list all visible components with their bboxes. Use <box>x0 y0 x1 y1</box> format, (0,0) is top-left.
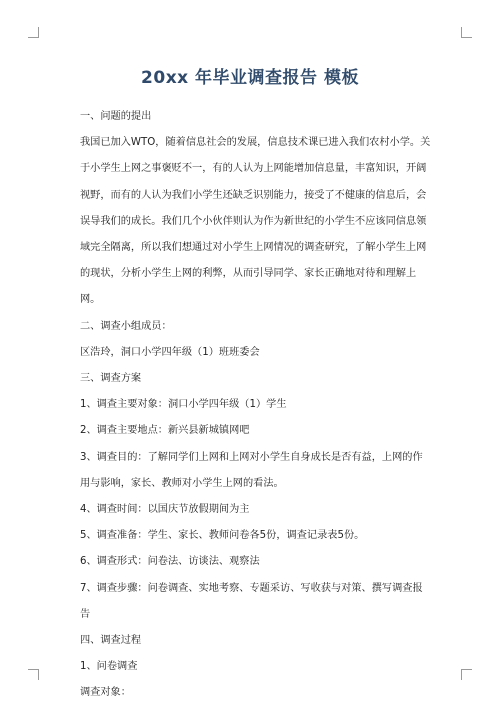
section-heading-2: 二、调查小组成员： <box>80 320 172 332</box>
members-line: 区浩玲，洞口小学四年级（1）班班委会 <box>80 346 260 358</box>
plan-item-3: 3、调查目的：了解同学们上网和上网对小学生自身成长是否有益，上网的作用与影响，家长、教师对小学生上网的看法。 <box>80 451 423 489</box>
section-heading-3: 三、调查方案 <box>80 373 142 385</box>
plan-item-7: 7、调查步骤：问卷调查、实地考察、专题采访、写收获与对策、撰写调查报告 <box>80 582 423 620</box>
process-item-1: 1、问卷调查 <box>80 661 138 673</box>
plan-item-1: 1、调查主要对象：洞口小学四年级（1）学生 <box>80 399 287 411</box>
crop-mark-bottom-left <box>28 669 39 680</box>
plan-item-2: 2、调查主要地点：新兴县新城镇网吧 <box>80 425 250 437</box>
section-heading-4: 四、调查过程 <box>80 635 142 647</box>
document-title: 20xx 年毕业调查报告 模板 <box>141 68 359 88</box>
plan-item-4: 4、调查时间：以国庆节放假期间为主 <box>80 504 250 516</box>
document-body <box>80 104 432 707</box>
plan-item-6: 6、调查形式：问卷法、访谈法、观察法 <box>80 556 260 568</box>
paragraph-background: 我国已加入WTO，随着信息社会的发展，信息技术课已进入我们农村小学。关于小学生上网之事褒贬不一，有的人认为上网能增加信息量，丰富知识，开阔视野，而有的人认为我们小学生还缺乏识别能力，接受了不健康的信息后，会误导我们的成长。我们几个小伙伴则认为作为新世纪的小学生不应该同信息领域完全隔离，所以我们想通过对小学生上网情况的调查研究，了解小学生上网的现状，分析小学生上网的利弊，从而引导同学、家长正确地对待和理解上网。 <box>80 137 431 306</box>
crop-mark-bottom-right <box>461 669 472 680</box>
section-heading-1: 一、问题的提出 <box>80 111 152 122</box>
crop-mark-top-left <box>28 27 39 38</box>
plan-item-5: 5、调查准备：学生、家长、教师问卷各5份，调查记录表5份。 <box>80 530 365 542</box>
survey-subjects-line: 调查对象： <box>80 687 131 699</box>
crop-mark-top-right <box>461 27 472 38</box>
